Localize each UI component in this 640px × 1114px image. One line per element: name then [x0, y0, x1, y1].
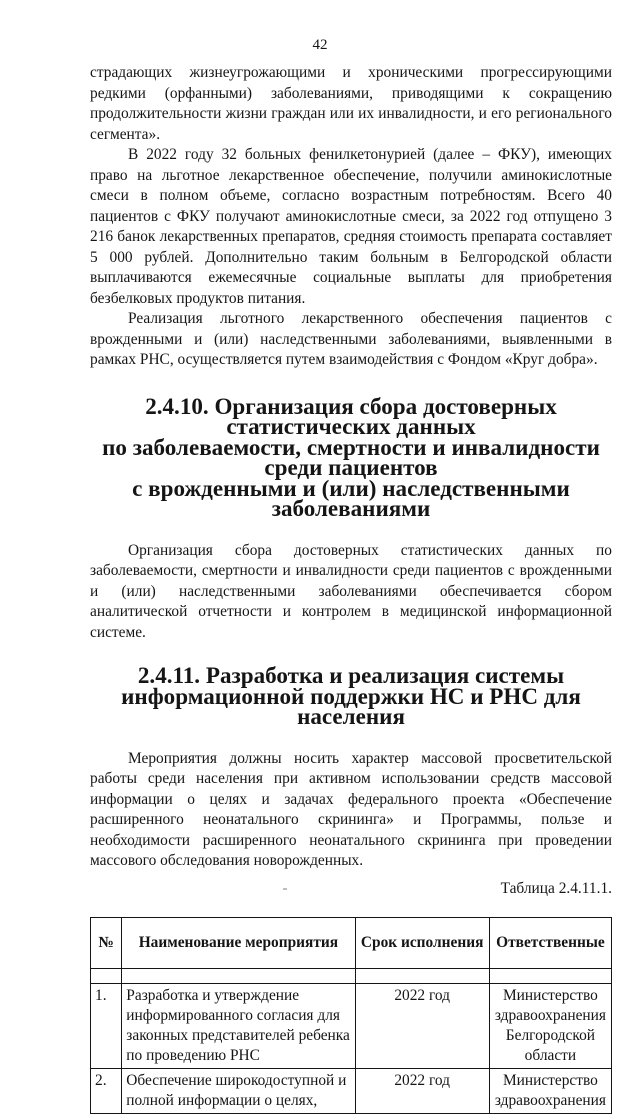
row-number: 1.	[91, 984, 122, 1069]
measures-table	[90, 917, 612, 1114]
row-responsible: Министерство здравоохранения	[489, 1069, 611, 1114]
scan-dot	[283, 888, 287, 890]
document-body	[90, 63, 612, 1114]
heading-line: 2.4.10. Организация сбора достоверных статистических данных	[145, 392, 557, 439]
table-spacer-row	[91, 969, 612, 984]
spacer-cell	[489, 969, 611, 984]
heading-line: информационной поддержки НС и РНС для населения	[121, 682, 581, 729]
page-number: 42	[312, 37, 328, 53]
paragraph-orphan-diseases: страдающих жизнеугрожающими и хроническими прогрессирующими редкими (орфанными) заболеваниями, приводящими к сокращению продолжительности жизни граждан или их инвалидности, и его регионального сегмента».	[90, 64, 612, 143]
table-header-row	[91, 918, 612, 969]
heading-line: по заболеваемости, смертности и инвалидности среди пациентов	[102, 433, 600, 480]
row-number: 2.	[91, 1069, 122, 1114]
paragraph-drug-provision: Реализация льготного лекарственного обеспечения пациентов с врожденными и (или) наследственными заболеваниями, выявленными в рамках РНС, осуществляется путем взаимодействия с Фондом «Круг добра».	[90, 310, 612, 368]
header-number: №	[91, 918, 122, 969]
table-row	[91, 1069, 612, 1114]
spacer-cell	[91, 969, 122, 984]
heading-line: 2.4.11. Разработка и реализация системы	[137, 662, 565, 688]
table-caption: Таблица 2.4.11.1.	[500, 879, 612, 897]
section-heading-2-4-10	[90, 392, 612, 521]
spacer-cell	[122, 969, 355, 984]
row-measure-name: Разработка и утверждение информированного согласия для законных представителей ребенка по проведению РНС	[122, 984, 355, 1069]
row-deadline: 2022 год	[355, 1069, 489, 1114]
row-responsible: Министерство здравоохранения Белгородской области	[489, 984, 611, 1069]
paragraph-public-awareness: Мероприятия должны носить характер массовой просветительской работы среди населения при активном использовании средств массовой информации о целях и задачах федерального проекта «Обеспечение расширенного неонатального скрининга» и Программы, пользе и необходимости расширенного неонатального скрининга при проведении массового обследования новорожденных.	[90, 749, 612, 869]
heading-line: с врожденными и (или) наследственными заболеваниями	[132, 474, 570, 521]
paragraph-statistics-collection: Организация сбора достоверных статистических данных по заболеваемости, смертности и инвалидности среди пациентов с врожденными и (или) наследственными заболеваниями обеспечивается сбором аналитической отчетности и контролем в медицинской информационной системе.	[90, 541, 612, 641]
header-measure-name: Наименование мероприятия	[122, 918, 355, 969]
row-deadline: 2022 год	[355, 984, 489, 1069]
section-heading-2-4-11	[90, 662, 612, 729]
header-responsible: Ответственные	[489, 918, 611, 969]
header-deadline: Срок исполнения	[355, 918, 489, 969]
row-measure-name: Обеспечение широкодоступной и полной информации о целях,	[122, 1069, 355, 1114]
paragraph-fku-patients: В 2022 году 32 больных фенилкетонурией (далее – ФКУ), имеющих право на льготное лекарственное обеспечение, получили аминокислотные смеси в полном объеме, согласно возрастным потребностям. Всего 40 пациентов с ФКУ получают аминокислотные смеси, за 2022 год отпущено 3 216 банок лекарственных препаратов, средняя стоимость препарата составляет 5 000 рублей. Дополнительно таким больным в Белгородской области выплачиваются ежемесячные социальные выплаты для приобретения безбелковых продуктов питания.	[90, 146, 612, 307]
table-row	[91, 984, 612, 1069]
spacer-cell	[355, 969, 489, 984]
